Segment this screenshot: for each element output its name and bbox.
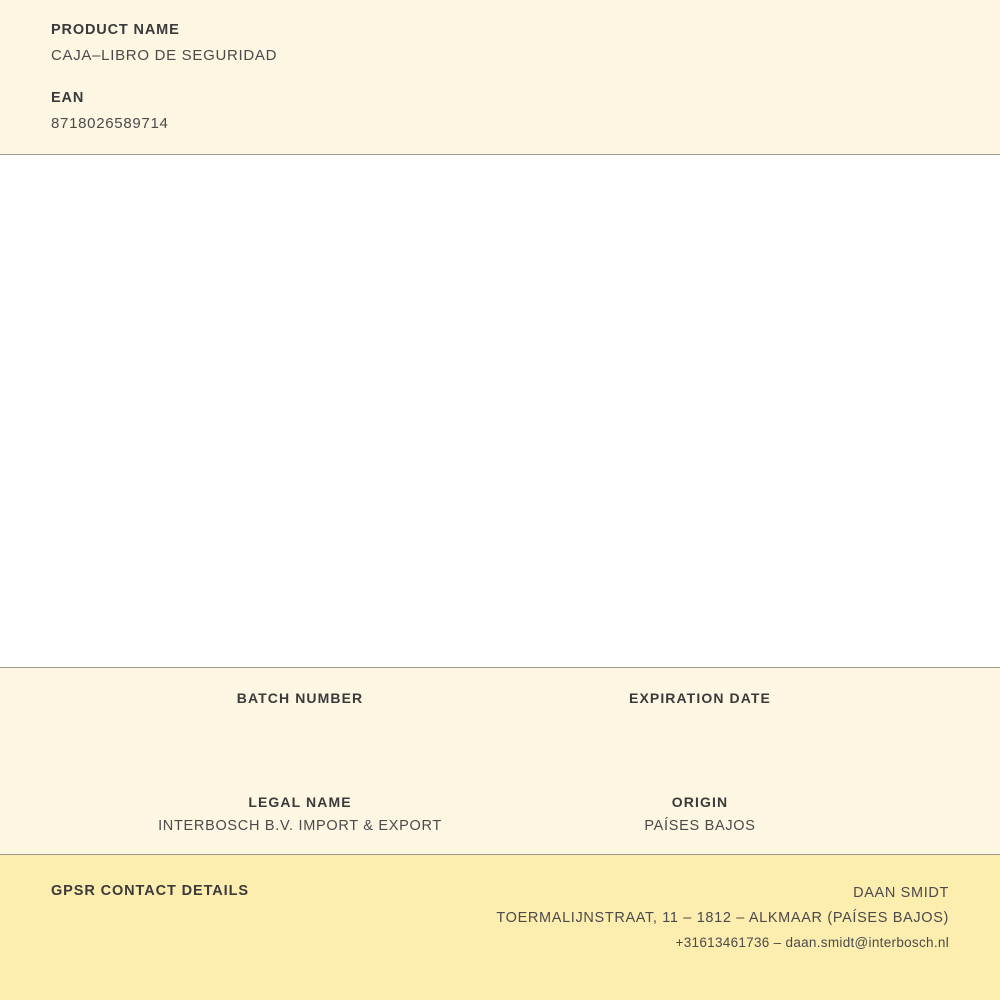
ean-field	[51, 90, 950, 132]
origin-value: PAÍSES BAJOS	[644, 818, 756, 834]
batch-number-cell	[100, 690, 500, 732]
ean-label: EAN	[51, 90, 85, 106]
product-identification-block	[0, 0, 1000, 155]
product-name-label: PRODUCT NAME	[51, 22, 180, 38]
row-spacer	[0, 732, 1000, 794]
gpsr-contact-block	[0, 855, 1000, 1000]
product-name-value: CAJA–LIBRO DE SEGURIDAD	[51, 47, 278, 64]
batch-number-value	[100, 714, 500, 732]
gpsr-contact-details	[496, 881, 949, 954]
origin-cell	[500, 794, 900, 836]
expiration-date-cell	[500, 690, 900, 732]
legal-name-label: LEGAL NAME	[248, 794, 352, 810]
ean-value: 8718026589714	[51, 115, 169, 132]
gpsr-contact-name: DAAN SMIDT	[853, 885, 949, 901]
legal-name-cell	[100, 794, 500, 836]
expiration-date-value	[500, 714, 900, 732]
legal-origin-row	[0, 794, 1000, 836]
gpsr-contact-address: TOERMALIJNSTRAAT, 11 – 1812 – ALKMAAR (PAÍSES BAJOS)	[496, 909, 949, 926]
gpsr-contact-label: GPSR CONTACT DETAILS	[51, 883, 249, 899]
batch-number-label: BATCH NUMBER	[236, 690, 364, 706]
gpsr-contact-phone-email: +31613461736 – daan.smidt@interbosch.nl	[675, 934, 949, 950]
product-name-field	[51, 22, 950, 64]
expiration-date-label: EXPIRATION DATE	[629, 690, 771, 706]
product-details-block	[0, 668, 1000, 855]
batch-expiration-row	[0, 690, 1000, 732]
origin-label: ORIGIN	[671, 794, 729, 810]
product-image-area	[0, 155, 1000, 668]
legal-name-value: INTERBOSCH B.V. IMPORT & EXPORT	[158, 818, 442, 834]
